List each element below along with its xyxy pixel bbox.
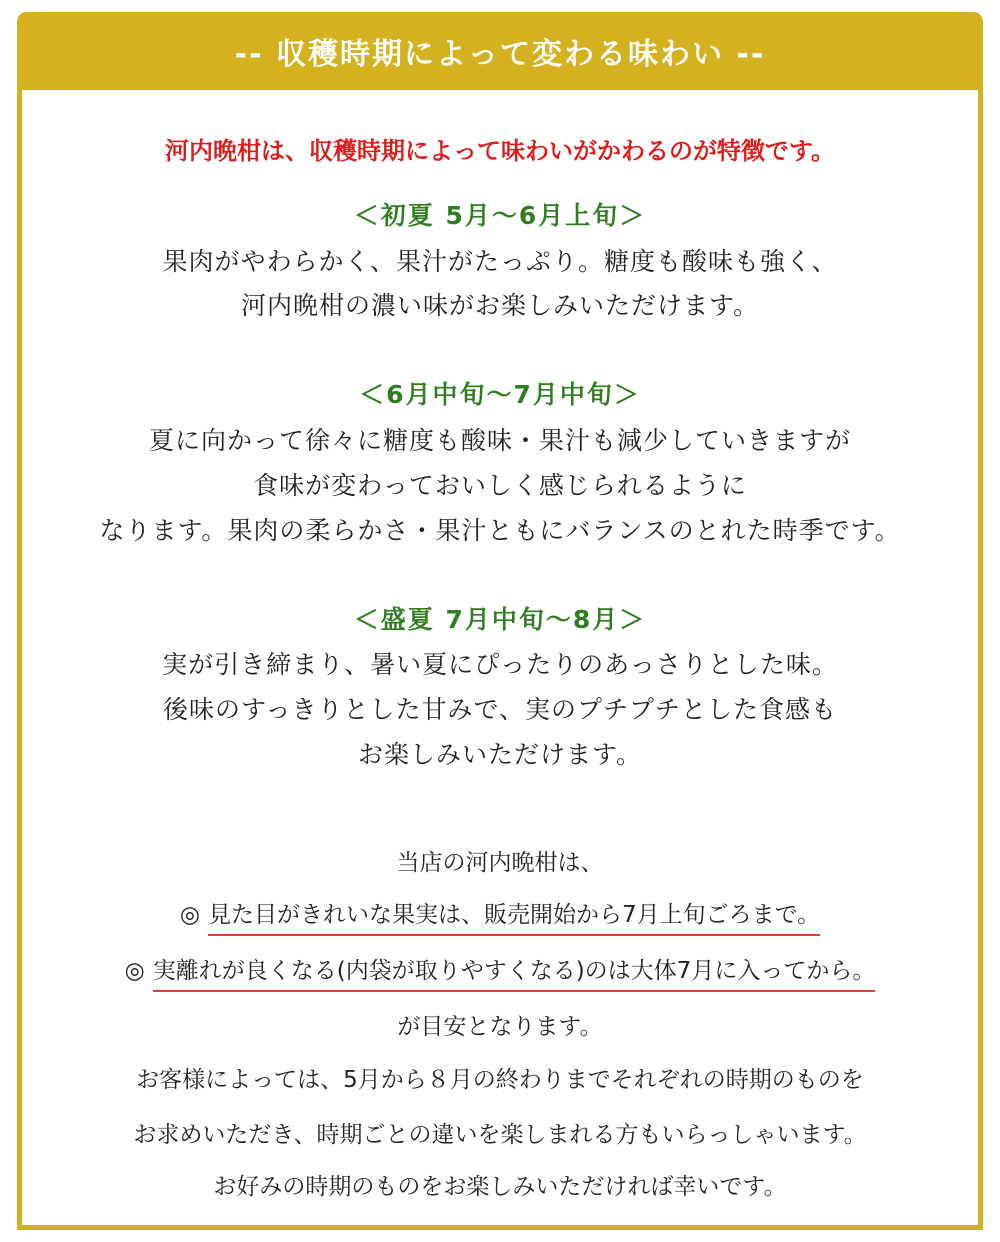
season-line: 食味が変わっておいしく感じられるように <box>253 471 747 500</box>
intro-text: 河内晩柑は、収穫時期によって味わいがかわるのが特徴です。 <box>164 137 836 165</box>
notes-bullet <box>0 898 1000 936</box>
notes-bullet-text: 見た目がきれいな果実は、販売開始から7月上旬ごろまで。 <box>208 898 820 936</box>
season-line: なります。果肉の柔らかさ・果汁ともにバランスのとれた時季です。 <box>99 516 901 545</box>
double-circle-icon: ◎ <box>124 958 145 984</box>
season-line: 果肉がやわらかく、果汁がたっぷり。糖度も酸味も強く、 <box>162 247 838 276</box>
season-line: お楽しみいただけます。 <box>357 740 642 769</box>
season-line: 夏に向かって徐々に糖度も酸味・果汁も減少していきますが <box>148 426 851 455</box>
closing-line: お求めいただき、時期ごとの違いを楽しまれる方もいらっしゃいます。 <box>133 1122 867 1148</box>
section-header <box>17 12 983 90</box>
season-heading-midsummer: ＜盛夏 7月中旬～8月＞ <box>353 605 647 634</box>
notes-bullet-text: 実離れが良くなる(内袋が取りやすくなる)のは大体7月に入ってから。 <box>153 954 876 992</box>
season-heading-early-summer: ＜初夏 5月～6月上旬＞ <box>353 201 647 230</box>
notes-bullet <box>0 954 1000 992</box>
header-title: -- 収穫時期によって変わる味わい -- <box>234 37 766 72</box>
season-heading-mid: ＜6月中旬～7月中旬＞ <box>359 380 641 409</box>
notes-tail: が目安となります。 <box>397 1014 603 1040</box>
season-line: 河内晩柑の濃い味がお楽しみいただけます。 <box>240 291 759 320</box>
closing-line: お好みの時期のものをお楽しみいただければ幸いです。 <box>213 1174 787 1200</box>
double-circle-icon: ◎ <box>179 902 200 928</box>
notes-lead: 当店の河内晩柑は、 <box>396 850 604 876</box>
season-line: 後味のすっきりとした甘みで、実のプチプチとした食感も <box>162 695 837 724</box>
season-line: 実が引き締まり、暑い夏にぴったりのあっさりとした味。 <box>162 650 838 679</box>
closing-line: お客様によっては、5月から８月の終わりまでそれぞれの時期のものを <box>136 1067 864 1093</box>
